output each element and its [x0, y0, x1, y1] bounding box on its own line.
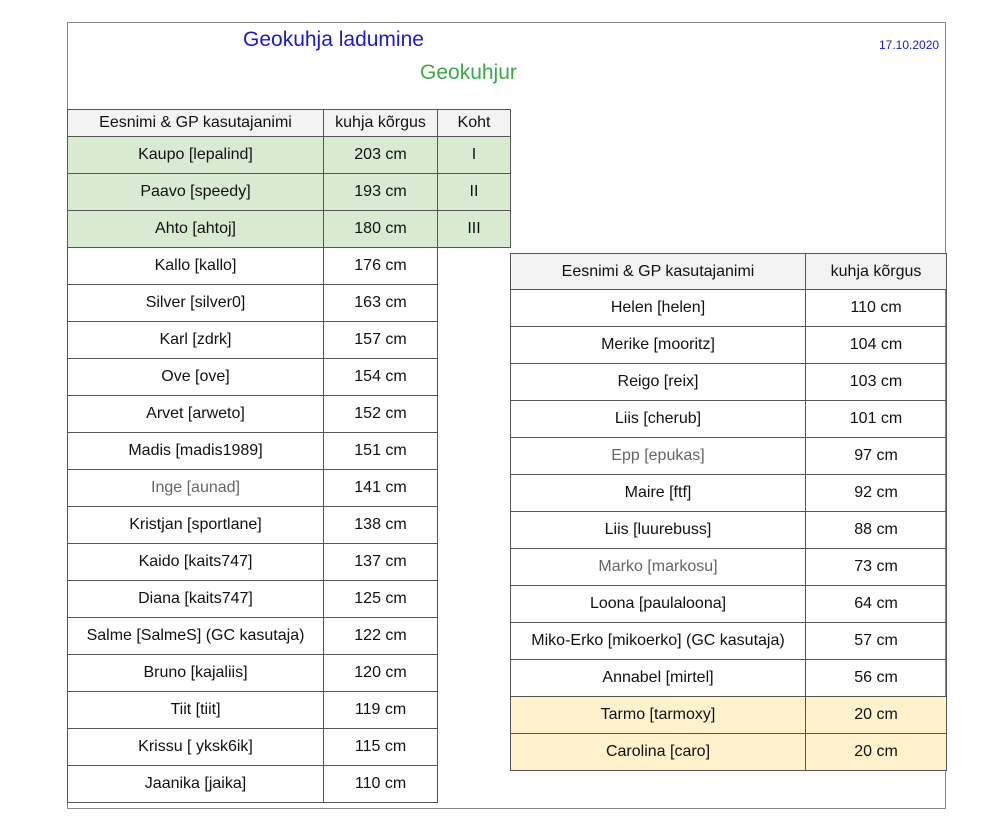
cell-name: Helen [helen] [511, 290, 806, 327]
table-row [68, 544, 511, 581]
empty-cell [438, 581, 511, 618]
cell-name: Liis [cherub] [511, 401, 806, 438]
cell-name: Krissu [ yksk6ik] [68, 729, 324, 766]
cell-name: Inge [aunad] [68, 470, 324, 507]
table-row [511, 660, 947, 697]
cell-height: 20 cm [806, 734, 947, 771]
table-row [68, 507, 511, 544]
cell-name: Marko [markosu] [511, 549, 806, 586]
cell-name: Jaanika [jaika] [68, 766, 324, 803]
cell-name: Madis [madis1989] [68, 433, 324, 470]
column-header-height: kuhja kõrgus [806, 254, 947, 290]
cell-height: 119 cm [324, 692, 438, 729]
cell-name: Salme [SalmeS] (GC kasutaja) [68, 618, 324, 655]
table-row [68, 285, 511, 322]
cell-height: 203 cm [324, 137, 438, 174]
table-row [68, 396, 511, 433]
empty-cell [438, 544, 511, 581]
cell-height: 180 cm [324, 211, 438, 248]
table-row [68, 248, 511, 285]
column-header-name: Eesnimi & GP kasutajanimi [68, 110, 324, 137]
cell-height: 64 cm [806, 586, 947, 623]
empty-cell [438, 396, 511, 433]
empty-cell [438, 248, 511, 285]
cell-height: 73 cm [806, 549, 947, 586]
cell-name: Annabel [mirtel] [511, 660, 806, 697]
table-row [68, 655, 511, 692]
cell-height: 57 cm [806, 623, 947, 660]
empty-cell [438, 618, 511, 655]
cell-height: 104 cm [806, 327, 947, 364]
cell-height: 125 cm [324, 581, 438, 618]
table-row [68, 729, 511, 766]
cell-name: Tiit [tiit] [68, 692, 324, 729]
table-row [68, 433, 511, 470]
table-header-row [511, 254, 947, 290]
cell-name: Karl [zdrk] [68, 322, 324, 359]
table-row [68, 174, 511, 211]
cell-name: Miko-Erko [mikoerko] (GC kasutaja) [511, 623, 806, 660]
cell-name: Maire [ftf] [511, 475, 806, 512]
page-title: Geokuhja ladumine [243, 28, 424, 51]
table-row [511, 327, 947, 364]
table-row [511, 401, 947, 438]
cell-name: Carolina [caro] [511, 734, 806, 771]
table-header-row [68, 110, 511, 137]
cell-name: Tarmo [tarmoxy] [511, 697, 806, 734]
cell-name: Reigo [reix] [511, 364, 806, 401]
cell-name: Ahto [ahtoj] [68, 211, 324, 248]
cell-height: 138 cm [324, 507, 438, 544]
results-table-right [510, 253, 947, 771]
column-header-height: kuhja kõrgus [324, 110, 438, 137]
cell-height: 120 cm [324, 655, 438, 692]
cell-height: 110 cm [324, 766, 438, 803]
cell-name: Kristjan [sportlane] [68, 507, 324, 544]
table-row [68, 618, 511, 655]
cell-height: 110 cm [806, 290, 947, 327]
table-row [68, 692, 511, 729]
cell-name: Liis [luurebuss] [511, 512, 806, 549]
cell-height: 101 cm [806, 401, 947, 438]
empty-cell [438, 655, 511, 692]
cell-height: 163 cm [324, 285, 438, 322]
table-row [511, 364, 947, 401]
table-row [511, 475, 947, 512]
cell-height: 193 cm [324, 174, 438, 211]
column-header-place: Koht [438, 110, 511, 137]
cell-name: Ove [ove] [68, 359, 324, 396]
empty-cell [438, 359, 511, 396]
cell-place: I [438, 137, 511, 174]
cell-place: III [438, 211, 511, 248]
table-row [511, 623, 947, 660]
empty-cell [438, 507, 511, 544]
table-row [511, 290, 947, 327]
empty-cell [438, 322, 511, 359]
cell-name: Epp [epukas] [511, 438, 806, 475]
cell-name: Kaido [kaits747] [68, 544, 324, 581]
table-row [68, 581, 511, 618]
cell-name: Loona [paulaloona] [511, 586, 806, 623]
empty-cell [438, 692, 511, 729]
cell-height: 92 cm [806, 475, 947, 512]
table-row [511, 438, 947, 475]
empty-cell [438, 729, 511, 766]
table-row [68, 322, 511, 359]
cell-height: 88 cm [806, 512, 947, 549]
cell-name: Silver [silver0] [68, 285, 324, 322]
cell-height: 151 cm [324, 433, 438, 470]
table-row [511, 586, 947, 623]
table-row [511, 512, 947, 549]
table-row [68, 470, 511, 507]
cell-name: Bruno [kajaliis] [68, 655, 324, 692]
column-header-name: Eesnimi & GP kasutajanimi [511, 254, 806, 290]
page-subtitle: Geokuhjur [420, 61, 517, 84]
cell-height: 176 cm [324, 248, 438, 285]
empty-cell [438, 433, 511, 470]
results-table-left [67, 109, 511, 803]
cell-height: 97 cm [806, 438, 947, 475]
empty-cell [438, 766, 511, 803]
cell-height: 157 cm [324, 322, 438, 359]
cell-height: 137 cm [324, 544, 438, 581]
cell-name: Merike [mooritz] [511, 327, 806, 364]
table-row [68, 137, 511, 174]
table-row [68, 211, 511, 248]
cell-height: 20 cm [806, 697, 947, 734]
cell-height: 122 cm [324, 618, 438, 655]
table-row [511, 734, 947, 771]
event-date: 17.10.2020 [879, 38, 940, 52]
empty-cell [438, 470, 511, 507]
cell-height: 103 cm [806, 364, 947, 401]
cell-place: II [438, 174, 511, 211]
cell-name: Arvet [arweto] [68, 396, 324, 433]
cell-height: 115 cm [324, 729, 438, 766]
cell-name: Kallo [kallo] [68, 248, 324, 285]
empty-cell [438, 285, 511, 322]
cell-name: Diana [kaits747] [68, 581, 324, 618]
cell-height: 152 cm [324, 396, 438, 433]
table-row [68, 359, 511, 396]
cell-height: 56 cm [806, 660, 947, 697]
cell-height: 154 cm [324, 359, 438, 396]
cell-name: Paavo [speedy] [68, 174, 324, 211]
table-row [511, 549, 947, 586]
cell-name: Kaupo [lepalind] [68, 137, 324, 174]
cell-height: 141 cm [324, 470, 438, 507]
table-row [511, 697, 947, 734]
table-row [68, 766, 511, 803]
